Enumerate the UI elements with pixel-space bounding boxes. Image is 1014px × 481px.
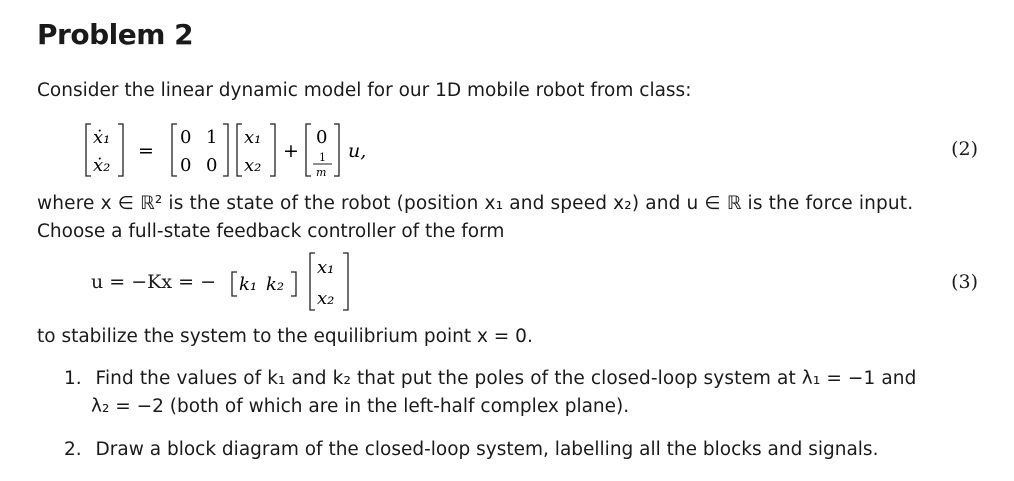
list-item-1 (64, 368, 917, 417)
intro-text: Consider the linear dynamic model for our 1D mobile robot from class: (37, 80, 692, 101)
list-item-text-continued: λ₂ = −2 (both of which are in the left-half complex plane). (91, 396, 630, 417)
equation-2 (0, 118, 1014, 186)
list-item-text: Find the values of k₁ and k₂ that put the poles of the closed-loop system at λ₁ = −1 and (95, 368, 917, 389)
A-11: 0 (180, 127, 192, 148)
plus-sign: + (283, 140, 299, 162)
list-item-2 (64, 439, 878, 460)
state-x2: x₂ (244, 155, 262, 176)
equals-sign: = (138, 140, 154, 162)
list-number: 2. (64, 439, 82, 460)
lhs-x2dot: ẋ₂ (93, 155, 111, 176)
where-text-line2: Choose a full-state feedback controller of the form (37, 221, 505, 242)
gain-k2: k₂ (266, 274, 285, 295)
where-text-line1: where x ∈ ℝ² is the state of the robot (position x₁ and speed x₂) and u ∈ ℝ is the force input. (37, 193, 914, 214)
state-x2: x₂ (317, 288, 335, 309)
state-x1: x₁ (317, 257, 335, 278)
state-equation-svg (80, 118, 500, 186)
B-denominator: m (316, 166, 327, 179)
equation-number-3: (3) (951, 271, 978, 293)
A-12: 1 (206, 127, 218, 148)
equation-3 (0, 250, 1014, 314)
problem-title: Problem 2 (37, 18, 194, 51)
list-item-text: Draw a block diagram of the closed-loop system, labelling all the blocks and signals. (95, 439, 879, 460)
list-number: 1. (64, 368, 82, 389)
gain-k1: k₁ (239, 274, 258, 295)
stabilize-text: to stabilize the system to the equilibrium point x = 0. (37, 326, 533, 347)
B-top: 0 (316, 127, 328, 148)
state-x1: x₁ (244, 127, 262, 148)
gain-matrix-svg (228, 250, 388, 314)
lhs-x1dot: ẋ₁ (93, 127, 111, 148)
input-u: u, (348, 140, 367, 162)
A-22: 0 (206, 155, 218, 176)
A-21: 0 (180, 155, 192, 176)
control-law-lhs: u = −Kx = − (91, 271, 216, 293)
B-numerator: 1 (319, 151, 326, 164)
equation-number-2: (2) (951, 138, 978, 160)
